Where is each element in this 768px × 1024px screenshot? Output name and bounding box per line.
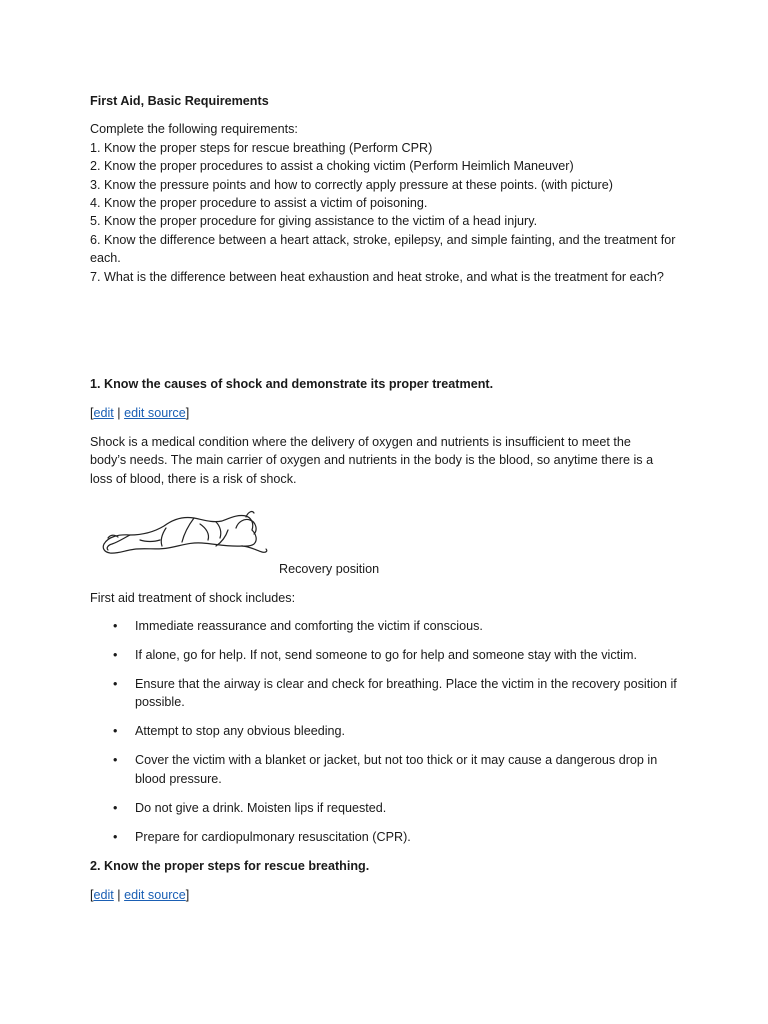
bracket-open: [: [90, 406, 94, 420]
requirement-item: 1. Know the proper steps for rescue breathing (Perform CPR): [90, 140, 433, 155]
section1-heading: 1. Know the causes of shock and demonstrate its proper treatment.: [90, 377, 494, 391]
edit-separator: |: [113, 888, 125, 902]
edit-link[interactable]: edit: [93, 406, 114, 420]
bullet-glyph: •: [113, 829, 118, 844]
list-item: [90, 799, 680, 817]
bracket-open: [: [90, 888, 94, 902]
recovery-position-illustration: [96, 504, 276, 566]
requirement-item: 3. Know the pressure points and how to correctly apply pressure at these points. (with picture): [90, 177, 613, 192]
list-item-text: Do not give a drink. Moisten lips if requested.: [135, 800, 387, 815]
document-title: First Aid, Basic Requirements: [90, 94, 269, 108]
bullet-glyph: •: [113, 619, 118, 633]
list-item-text: Attempt to stop any obvious bleeding.: [135, 724, 346, 739]
bullet-glyph: •: [113, 800, 118, 815]
section2-edit-links: [90, 886, 189, 904]
bullet-glyph: •: [113, 753, 118, 768]
treatment-list: [90, 617, 680, 857]
requirement-item: 4. Know the proper procedure to assist a victim of poisoning.: [90, 196, 428, 211]
list-item-text: Prepare for cardiopulmonary resuscitation (CPR).: [135, 829, 411, 844]
requirements-intro: Complete the following requirements:: [90, 122, 298, 137]
bracket-close: ]: [185, 406, 190, 420]
edit-separator: |: [113, 406, 125, 420]
edit-source-link[interactable]: edit source: [124, 406, 186, 420]
section2-heading: 2. Know the proper steps for rescue breathing.: [90, 859, 370, 873]
bullet-glyph: •: [113, 677, 118, 691]
edit-link[interactable]: edit: [93, 888, 114, 902]
bullet-glyph: •: [113, 648, 118, 662]
shock-paragraph: Shock is a medical condition where the delivery of oxygen and nutrients is insufficient to meet the body’s needs. The main carrier of oxygen and nutrients in the body is the blood, so anytime there is a loss of blood, there is a risk of shock.: [90, 435, 654, 486]
section1-edit-links: [90, 404, 189, 422]
bracket-close: ]: [185, 888, 190, 902]
list-item: [90, 828, 680, 846]
requirements-block: [90, 92, 690, 286]
edit-source-link[interactable]: edit source: [124, 888, 186, 902]
requirement-item: 7. What is the difference between heat exhaustion and heat stroke, and what is the treatment for each?: [90, 269, 664, 284]
list-item-text: Cover the victim with a blanket or jacket, but not too thick or it may cause a dangerous drop in blood pressure.: [135, 753, 658, 786]
recovery-position-image: [96, 504, 276, 566]
treatment-intro: First aid treatment of shock includes:: [90, 591, 296, 605]
list-item-text: Ensure that the airway is clear and check for breathing. Place the victim in the recovery position if possible.: [135, 677, 677, 710]
requirement-item: 6. Know the difference between a heart attack, stroke, epilepsy, and simple fainting, and the treatment for each.: [90, 232, 676, 266]
list-item: [90, 675, 680, 712]
list-item-text: Immediate reassurance and comforting the victim if conscious.: [135, 619, 483, 633]
list-item: [90, 722, 680, 740]
list-item: [90, 646, 680, 664]
requirements-list: [90, 120, 690, 286]
requirement-item: 2. Know the proper procedures to assist a choking victim (Perform Heimlich Maneuver): [90, 159, 574, 174]
list-item-text: If alone, go for help. If not, send someone to go for help and someone stay with the victim.: [135, 648, 637, 662]
bullet-glyph: •: [113, 724, 118, 739]
requirement-item: 5. Know the proper procedure for giving assistance to the victim of a head injury.: [90, 214, 538, 229]
list-item: [90, 617, 680, 635]
list-item: [90, 751, 680, 788]
image-caption: Recovery position: [279, 562, 380, 576]
